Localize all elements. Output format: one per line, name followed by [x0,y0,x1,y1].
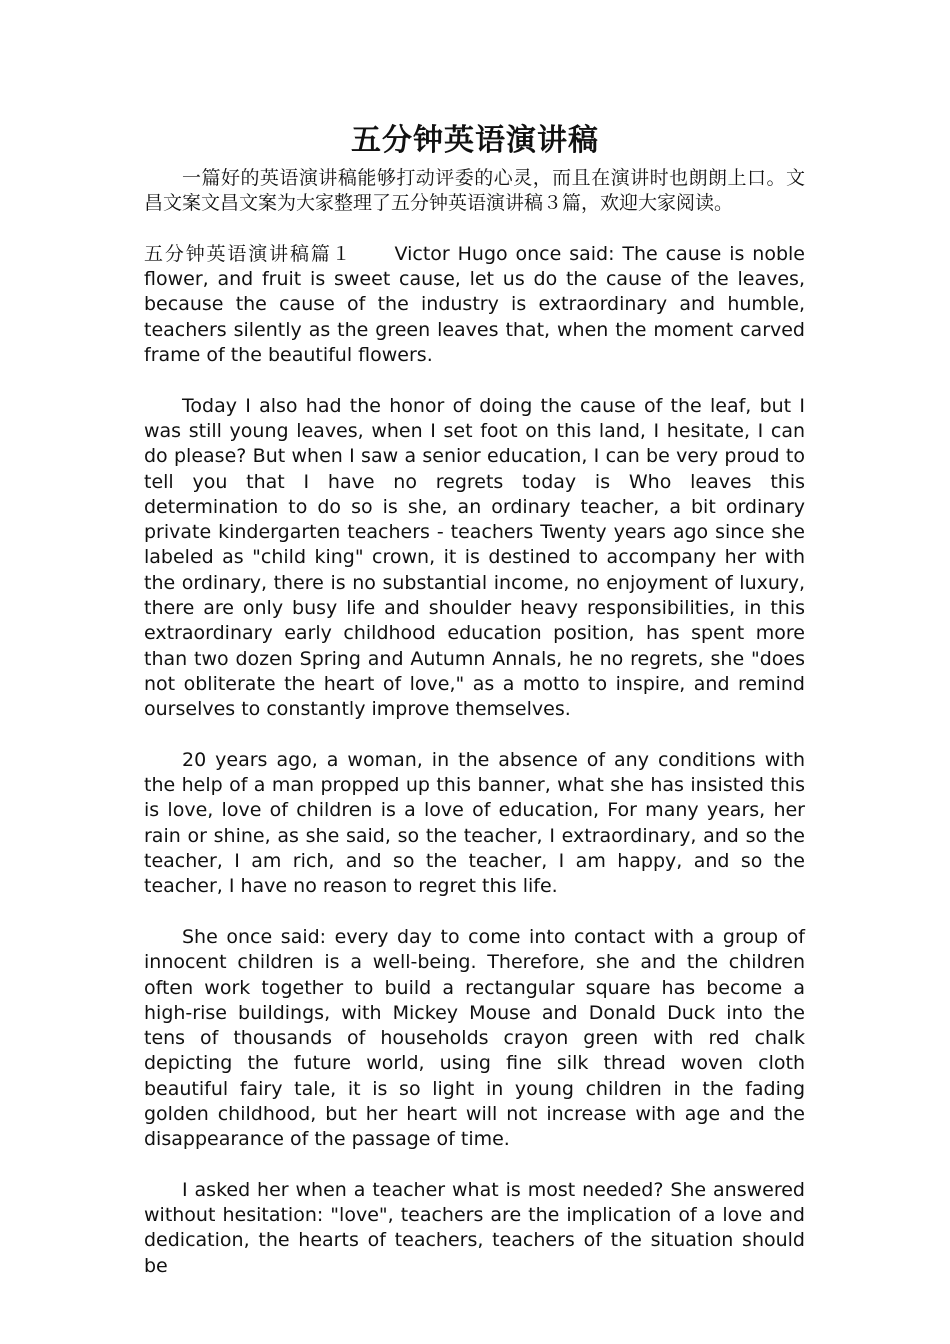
body-paragraph-5: I asked her when a teacher what is most needed? She answered without hesitation: "love", teachers are the implication of a love and dedication, the hearts of teachers, teachers of the situation should be [144,1178,805,1277]
body-paragraph-1: Victor Hugo once said: The cause is noble flower, and fruit is sweet cause, let us do the cause of the leaves, because the cause of the industry is extraordinary and humble, teachers silently as the green leaves that, when the moment carved frame of the beautiful flowers. [144,242,805,367]
intro-paragraph: 一篇好的英语演讲稿能够打动评委的心灵，而且在演讲时也朗朗上口。文昌文案文昌文案为大家整理了五分钟英语演讲稿３篇，欢迎大家阅读。 [144,167,805,215]
body-paragraph-2: Today I also had the honor of doing the cause of the leaf, but I was still young leaves, when I set foot on this land, I hesitate, I can do please? But when I saw a senior education, I can be very proud to tell you that I have no regrets today is Who leaves this determination to do so is she, an ordinary teacher, a bit ordinary private kindergarten teachers - teachers Twenty years ago since she labeled as "child king" crown, it is destined to accompany her with the ordinary, there is no substantial income, no enjoyment of luxury, there are only busy life and shoulder heavy responsibilities, in this extraordinary early childhood education position, has spent more than two dozen Spring and Autumn Annals, he no regrets, she "does not obliterate the heart of love," as a motto to inspire, and remind ourselves to constantly improve themselves. [144,394,805,721]
document-title: 五分钟英语演讲稿 [351,123,599,158]
section-heading: 五分钟英语演讲稿篇１ [144,242,353,265]
body-paragraph-4: She once said: every day to come into contact with a group of innocent children is a well-being. Therefore, she and the children often work together to build a rectangular square has become a high-rise buildings, with Mickey Mouse and Donald Duck into the tens of thousands of households crayon green with red chalk depicting the future world, using fine silk thread woven cloth beautiful fairy tale, it is so light in young children in the fading golden childhood, but her heart will not increase with age and the disappearance of the passage of time. [144,925,805,1151]
section-one-paragraph [144,242,805,368]
document-body [144,166,805,1304]
body-paragraph-3: 20 years ago, a woman, in the absence of any conditions with the help of a man propped up this banner, what she has insisted this is love, love of children is a love of education, For many years, her rain or shine, as she said, so the teacher, I extraordinary, and so the teacher, I am rich, and so the teacher, I am happy, and so the teacher, I have no reason to regret this life. [144,748,805,898]
